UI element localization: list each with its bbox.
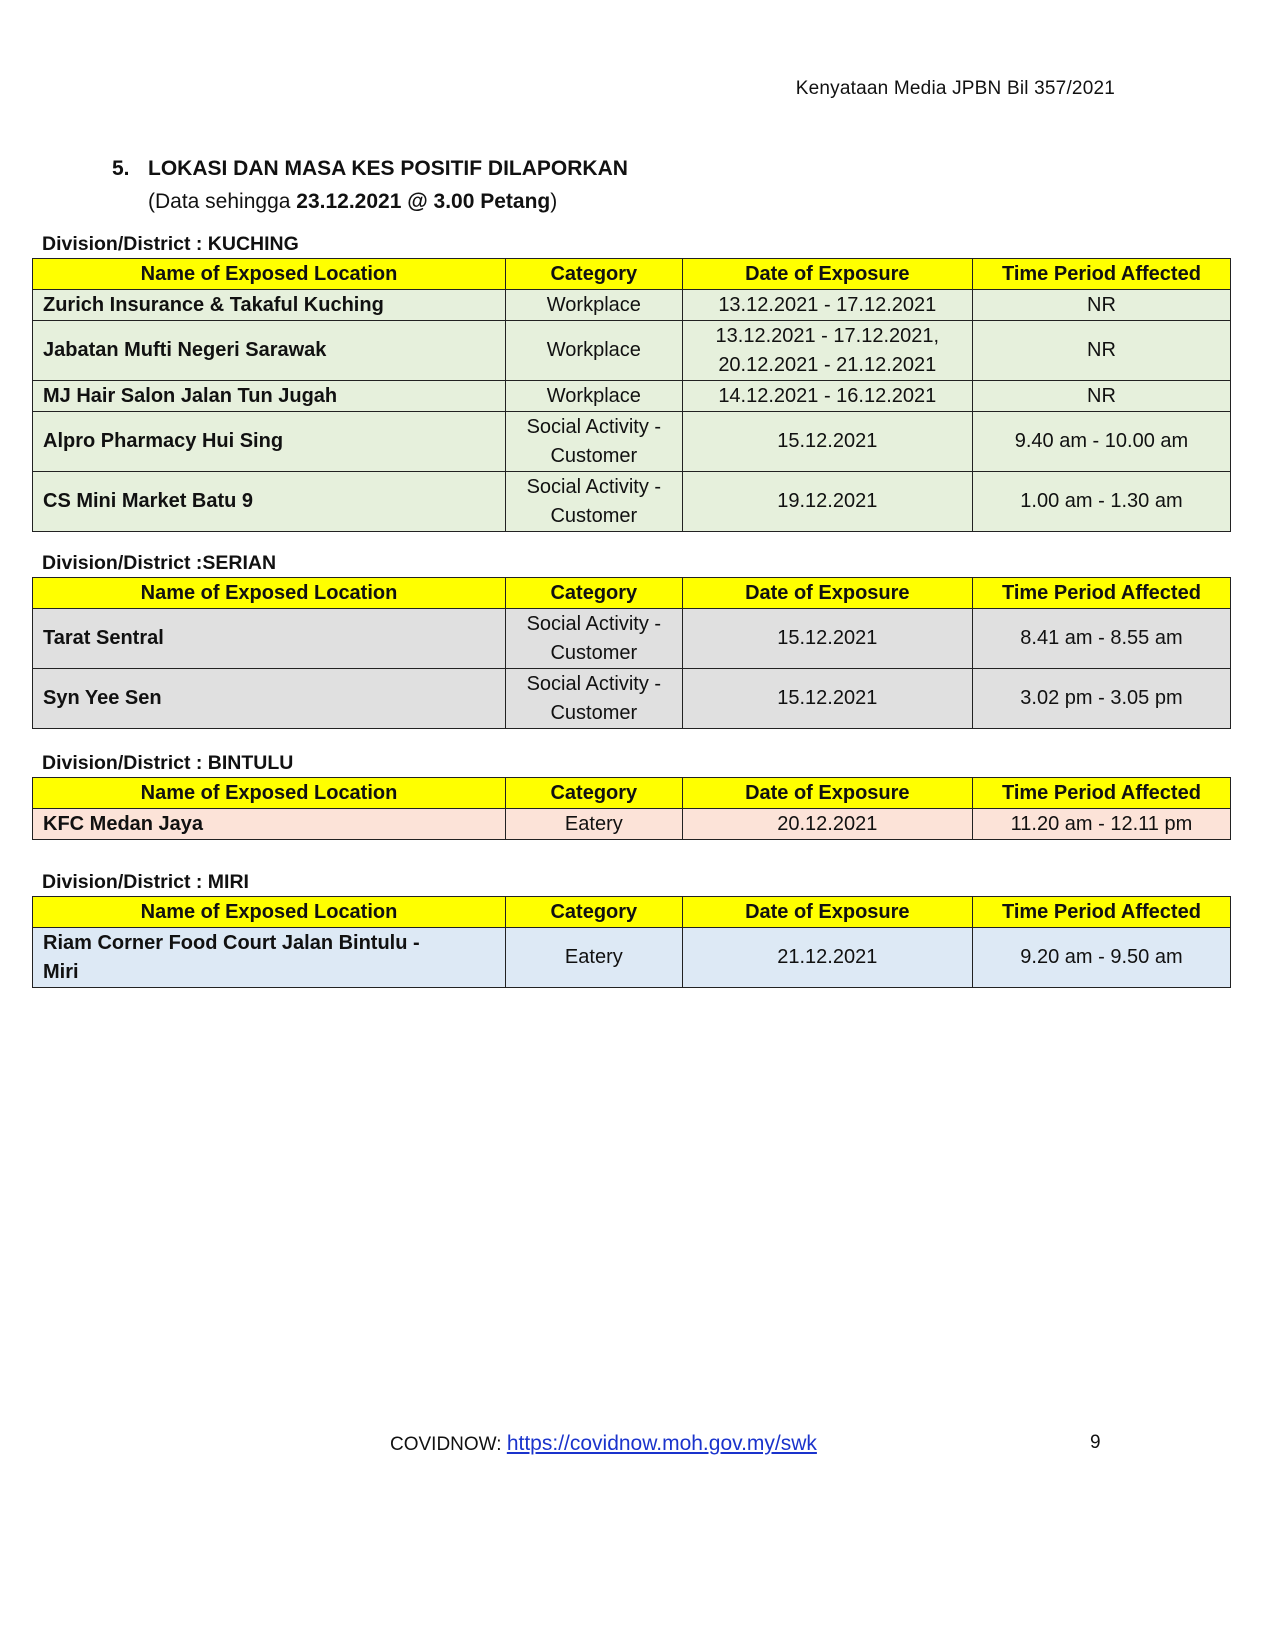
- header-category: Category: [505, 578, 682, 609]
- table-header-row: [33, 778, 1231, 809]
- time-period: 1.00 am - 1.30 am: [972, 472, 1230, 532]
- division-label: Division/District : BINTULU: [42, 752, 294, 774]
- header-category: Category: [505, 778, 682, 809]
- location-name: Syn Yee Sen: [33, 669, 506, 729]
- exposure-table-miri: [32, 896, 1231, 988]
- category: Workplace: [505, 381, 682, 412]
- category: Workplace: [505, 290, 682, 321]
- location-name: CS Mini Market Batu 9: [33, 472, 506, 532]
- exposure-date: 13.12.2021 - 17.12.2021: [682, 290, 972, 321]
- footer: [390, 1432, 817, 1456]
- table-row: [33, 809, 1231, 840]
- exposure-table-serian: [32, 577, 1231, 729]
- header-time: Time Period Affected: [972, 778, 1230, 809]
- category-line1: Social Activity -: [526, 415, 662, 438]
- header-date: Date of Exposure: [682, 259, 972, 290]
- header-time: Time Period Affected: [972, 578, 1230, 609]
- time-period: 3.02 pm - 3.05 pm: [972, 669, 1230, 729]
- exposure-date: 20.12.2021: [682, 809, 972, 840]
- header-name: Name of Exposed Location: [33, 778, 506, 809]
- category-line2: Customer: [550, 701, 638, 724]
- table-row: [33, 609, 1231, 669]
- category: Eatery: [505, 928, 682, 988]
- media-statement-ref: Kenyataan Media JPBN Bil 357/2021: [795, 78, 1115, 99]
- category-line2: Customer: [550, 444, 638, 467]
- category-line1: Social Activity -: [526, 475, 662, 498]
- category: Workplace: [505, 321, 682, 381]
- section-title-text: LOKASI DAN MASA KES POSITIF DILAPORKAN: [148, 157, 628, 180]
- header-date: Date of Exposure: [682, 897, 972, 928]
- exposure-date: 21.12.2021: [682, 928, 972, 988]
- subtitle-date: 23.12.2021 @ 3.00 Petang: [296, 190, 551, 213]
- location-name: [33, 928, 506, 988]
- page-number: 9: [1090, 1432, 1101, 1453]
- division-label: Division/District : MIRI: [42, 871, 249, 893]
- exposure-date: 15.12.2021: [682, 609, 972, 669]
- table-row: [33, 669, 1231, 729]
- subtitle-open: (Data sehingga: [148, 190, 297, 213]
- subtitle-close: ): [550, 190, 558, 213]
- exposure-table-kuching: [32, 258, 1231, 532]
- header-name: Name of Exposed Location: [33, 897, 506, 928]
- header-date: Date of Exposure: [682, 778, 972, 809]
- exposure-date: 19.12.2021: [682, 472, 972, 532]
- category: [505, 412, 682, 472]
- location-name: Tarat Sentral: [33, 609, 506, 669]
- section-subtitle: [148, 190, 557, 214]
- division-label: Division/District : KUCHING: [42, 233, 299, 255]
- category: [505, 669, 682, 729]
- header-name: Name of Exposed Location: [33, 578, 506, 609]
- category-line1: Social Activity -: [526, 672, 662, 695]
- division-serian: [32, 549, 1232, 729]
- header-category: Category: [505, 259, 682, 290]
- exposure-date-line1: 13.12.2021 - 17.12.2021,: [715, 324, 940, 347]
- location-name: KFC Medan Jaya: [33, 809, 506, 840]
- time-period: NR: [972, 381, 1230, 412]
- header-date: Date of Exposure: [682, 578, 972, 609]
- header-time: Time Period Affected: [972, 897, 1230, 928]
- exposure-date: [682, 321, 972, 381]
- exposure-table-bintulu: [32, 777, 1231, 840]
- table-header-row: [33, 897, 1231, 928]
- time-period: NR: [972, 321, 1230, 381]
- time-period: 9.40 am - 10.00 am: [972, 412, 1230, 472]
- location-name: Jabatan Mufti Negeri Sarawak: [33, 321, 506, 381]
- time-period: NR: [972, 290, 1230, 321]
- exposure-date-line2: 20.12.2021 - 21.12.2021: [718, 353, 937, 376]
- category-line2: Customer: [550, 641, 638, 664]
- header-time: Time Period Affected: [972, 259, 1230, 290]
- category: Eatery: [505, 809, 682, 840]
- division-kuching: [32, 230, 1232, 532]
- division-label: Division/District :SERIAN: [42, 552, 277, 574]
- time-period: 8.41 am - 8.55 am: [972, 609, 1230, 669]
- header-category: Category: [505, 897, 682, 928]
- location-name-line2: Miri: [43, 960, 79, 983]
- time-period: 11.20 am - 12.11 pm: [972, 809, 1230, 840]
- table-header-row: [33, 578, 1231, 609]
- exposure-date: 14.12.2021 - 16.12.2021: [682, 381, 972, 412]
- covidnow-link[interactable]: https://covidnow.moh.gov.my/swk: [506, 1432, 817, 1455]
- time-period: 9.20 am - 9.50 am: [972, 928, 1230, 988]
- category: [505, 472, 682, 532]
- location-name: MJ Hair Salon Jalan Tun Jugah: [33, 381, 506, 412]
- location-name: Zurich Insurance & Takaful Kuching: [33, 290, 506, 321]
- location-name-line1: Riam Corner Food Court Jalan Bintulu -: [43, 931, 420, 954]
- table-row: [33, 290, 1231, 321]
- exposure-date: 15.12.2021: [682, 669, 972, 729]
- division-bintulu: [32, 749, 1232, 840]
- footer-label: COVIDNOW:: [390, 1434, 507, 1455]
- table-row: [33, 472, 1231, 532]
- location-name: Alpro Pharmacy Hui Sing: [33, 412, 506, 472]
- section-number: 5.: [112, 157, 130, 180]
- category-line1: Social Activity -: [526, 612, 662, 635]
- division-miri: [32, 868, 1232, 988]
- header-name: Name of Exposed Location: [33, 259, 506, 290]
- category-line2: Customer: [550, 504, 638, 527]
- table-header-row: [33, 259, 1231, 290]
- table-row: [33, 928, 1231, 988]
- table-row: [33, 412, 1231, 472]
- exposure-date: 15.12.2021: [682, 412, 972, 472]
- category: [505, 609, 682, 669]
- section-title: [112, 157, 628, 181]
- table-row: [33, 381, 1231, 412]
- table-row: [33, 321, 1231, 381]
